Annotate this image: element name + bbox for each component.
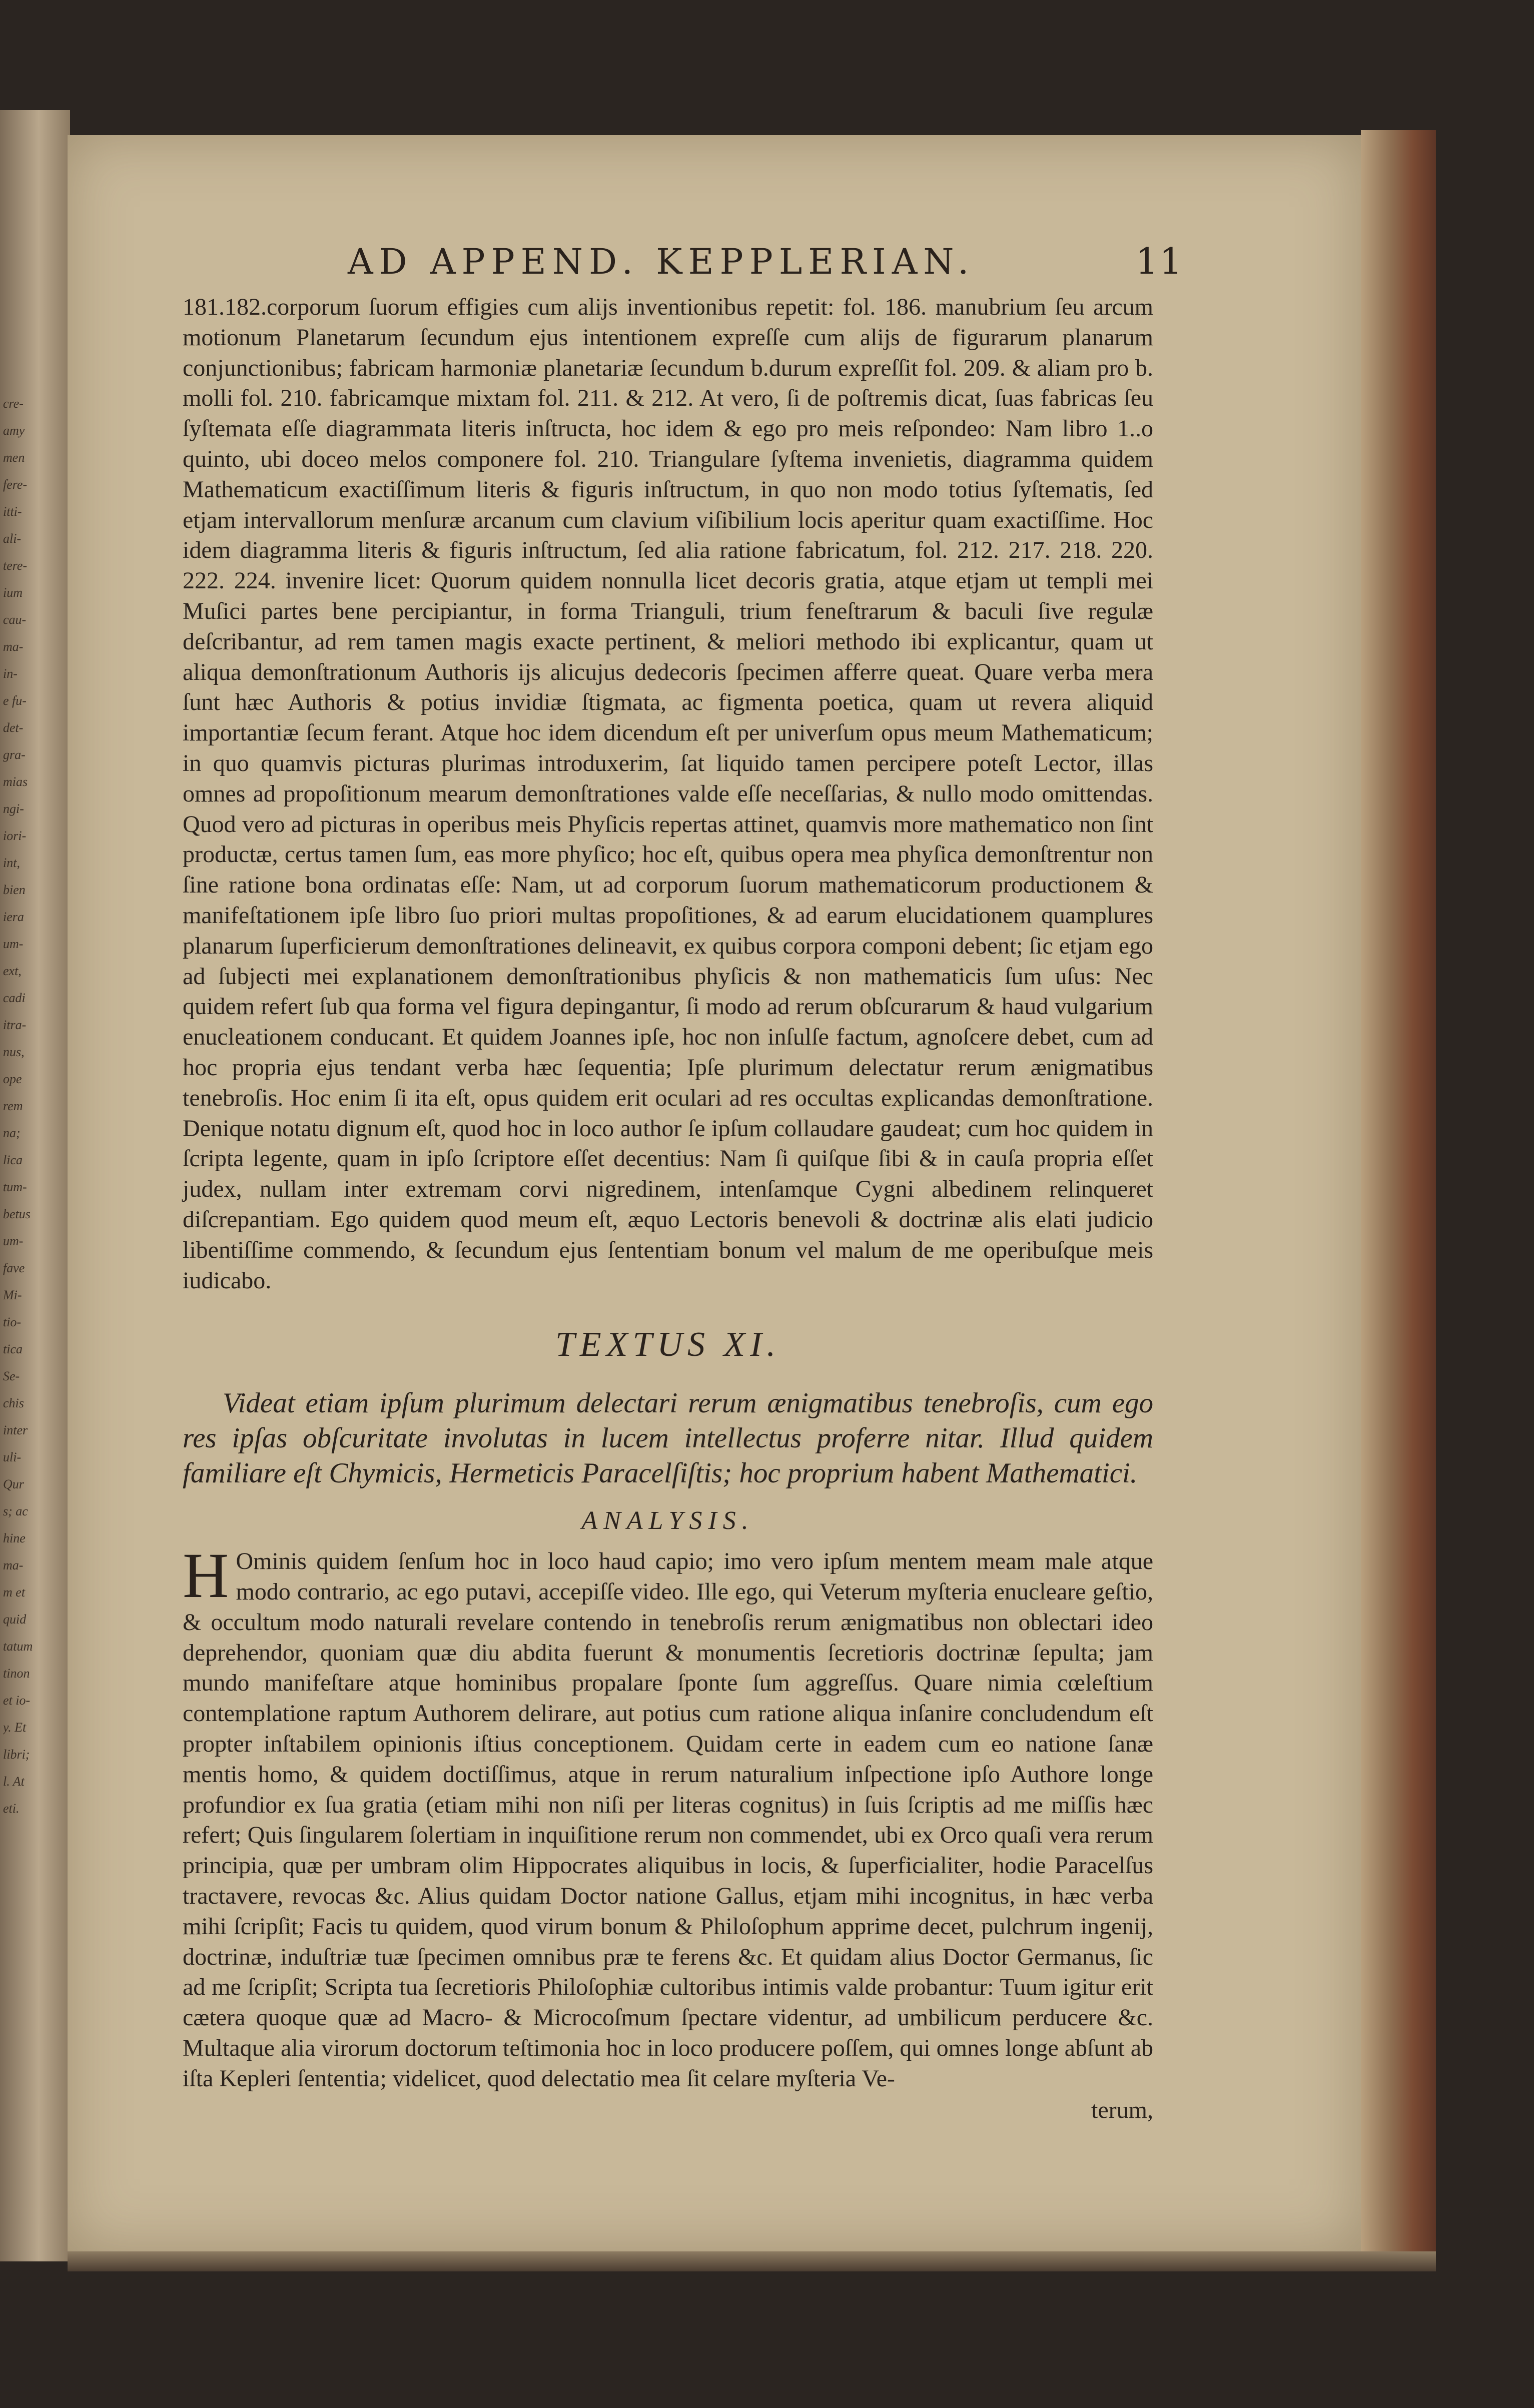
facing-page-fragment: det- [3, 720, 24, 735]
facing-page-fragment: m et [3, 1585, 26, 1599]
binding-edge [1361, 130, 1436, 2261]
facing-page-fragment: na; [3, 1126, 21, 1140]
facing-page-fragment: cre- [3, 396, 24, 411]
facing-page-fragment: int, [3, 856, 20, 870]
facing-page-fragment: ma- [3, 639, 24, 654]
facing-page-edge [0, 110, 70, 2261]
facing-page-fragment: uli- [3, 1450, 22, 1464]
facing-page-fragment: mias [3, 774, 28, 789]
facing-page-fragment: ngi- [3, 801, 24, 816]
catchword: terum, [1091, 2096, 1153, 2123]
page-content [183, 240, 1183, 2124]
facing-page-fragment: fere- [3, 477, 28, 492]
paragraph-1: 181.182.corporum ſuorum effigies cum alijs inventionibus repetit: fol. 186. manubrium ſeu arcum motionum Planetarum ſecundum ejus intentionem expreſſe cum alijs de figurarum planarum conjunctionibus; fabricam harmoniæ planetariæ ſecundum b.durum expreſſit fol. 209. & aliam pro b. molli fol. 210. fabricamque mixtam fol. 211. & 212. At vero, ſi de poſtremis dicat, ſuas fabricas ſeu ſyſtemata eſſe diagrammata literis inſtructa, hoc idem & ego pro meis reſpondeo: Nam libro 1..o quinto, ubi doceo melos componere fol. 210. Triangulare ſyſtema invenietis, diagramma quidem Mathematicum exactiſſimum literis & figuris inſtructum, in quo non modo totius ſyſtematis, ſed etjam intervallorum menſuræ arcanum cum clavium viſibilium locis aperitur quam exactiſſime. Hoc idem diagramma literis & figuris inſtructum, ſed alia ratione fabricatum, fol. 212. 217. 218. 220. 222. 224. invenire licet: Quorum quidem nonnulla licet decoris gratia, atque etjam ut templi mei Muſici partes bene percipiantur, in forma Trianguli, trium feneſtrarum & baculi ſive regulæ deſcribantur, ad rem tamen magis exacte pertinent, & meliori methodo ibi explicantur, quam ut aliqua demonſtrationum Authoris ijs alicujus dedecoris ſpecimen afferre queat. Quare verba mera ſunt hæc Authoris & potius invidiæ ſtigmata, ac figmenta poetica, quam ut revera aliquid importantiæ ſecum ferant. Atque hoc idem dicendum eſt per univerſum opus meum Mathematicum; in quo quamvis picturas plurimas introduxerim, ſat liquido tamen percipere poteſt Lector, illas omnes ad propoſitionum mearum demonſtrationes valde eſſe neceſſarias, & nullo modo omittendas. Quod vero ad picturas in operibus meis Phyſicis repertas attinet, quamvis more mathematico non ſint productæ, certus tamen ſum, eas more phyſico; hoc eſt, quibus opera mea phyſica demonſtrentur non ſine ratione bona ordinatas eſſe: Nam, ut ad corporum ſuorum mathematicorum productionem & manifeſtationem ipſe libro ſuo priori multas propoſitiones, & ad earum elucidationem quamplures planarum ſuperficierum demonſtrationes delineavit, ex quibus corpora componi debent; ſic etjam ego ad ſubjecti mei explanationem demonſtrationibus phyſicis & non mathematicis ſum uſus: Nec quidem refert ſub qua forma vel figura depingantur, ſi modo ad rerum obſcurarum & haud vulgarium enucleationem conducant. Et quidem Joannes ipſe, hoc non inſulſe factum, agnoſcere debet, cum ad hoc propria ejus tendant verba hæc ſequentia; Ipſe plurimum delectatur rerum ænigmatibus tenebroſis. Hoc enim ſi ita eſt, opus quidem erit oculari ad res occultas explicandas demonſtratione. Denique notatu dignum eſt, quod hoc in loco author ſe ipſum collaudare gaudeat; cum hoc quidem in ſcripta legente, quam in ipſo ſcriptore eſſet decentius: Nam ſi quiſque ſibi & in cauſa propria eſſet judex, nullam inter extremam corvi nigredinem, intenſamque Cygni albedinem relinqueret diſcrepantiam. Ego quidem quod meum eſt, æquo Lectoris benevoli & doctrinæ alis elati judicio libentiſſime commendo, & ſecundum ejus ſententiam bonum vel malum de me operibuſque meis iudicabo. [183, 294, 1153, 1294]
facing-page-fragment: inter [3, 1423, 28, 1437]
facing-page-fragment: ext, [3, 964, 22, 978]
facing-page-fragment: in- [3, 666, 18, 681]
facing-page-fragment: gra- [3, 747, 26, 762]
facing-page-fragment: y. Et [3, 1720, 27, 1735]
facing-page-fragment: iori- [3, 829, 27, 843]
facing-page-fragment: Qur [3, 1477, 24, 1491]
facing-page-fragment: nus, [3, 1045, 25, 1059]
facing-page-fragment: libri; [3, 1747, 30, 1762]
facing-page-fragment: chis [3, 1396, 24, 1410]
facing-page-fragment: itti- [3, 504, 22, 519]
facing-page-fragment: tatum [3, 1639, 33, 1654]
facing-page-fragment: Mi- [3, 1288, 22, 1302]
facing-page-fragment: ope [3, 1072, 22, 1086]
running-head [348, 240, 1348, 282]
facing-page-fragments [3, 390, 51, 1822]
facing-page-fragment: lica [3, 1153, 23, 1167]
facing-page-fragment: eti. [3, 1801, 20, 1816]
facing-page-fragment: Se- [3, 1369, 20, 1383]
facing-page-fragment: ma- [3, 1558, 24, 1572]
facing-page-fragment: tica [3, 1342, 23, 1356]
facing-page-fragment: quid [3, 1612, 27, 1627]
facing-page-fragment: cadi [3, 991, 26, 1005]
facing-page-fragment: et io- [3, 1693, 31, 1708]
facing-page-fragment: iera [3, 910, 24, 924]
facing-page-fragment: cau- [3, 612, 27, 627]
paragraph-2 [183, 1540, 1153, 2094]
facing-page-fragment: s; ac [3, 1504, 28, 1518]
facing-page-fragment: tere- [3, 558, 28, 573]
facing-page-fragment: ali- [3, 531, 22, 546]
facing-page-fragment: amy [3, 423, 25, 438]
paragraph-2-text: Ominis quidem ſenſum hoc in loco haud capio; imo vero ipſum mentem meam male atque modo contrario, ac ego putavi, accepiſſe video. Ille ego, qui Veterum myſteria enucleare geſtio, & occultum modo naturali revelare contendo in tenebroſis rerum ænigmatibus non oblectari ideo deprehendor, quoniam quæ diu abdita fuerunt & monumentis ſecretioris doctrinæ ſepulta; jam mundo manifeſtare atque hominibus propalare ſponte ſum aggreſſus. Quare nimia cœleſtium contemplatione raptum Authorem delirare, aut potius cum ratione aliqua inſanire concludendum eſt propter inſtabilem opinionis iſtius conceptionem. Quidam certe in eadem cum eo natione ſanæ mentis homo, & quidem doctiſſimus, atque in rerum naturalium inſpectione ipſo Authore longe profundior ex ſua gratia (etiam mihi non niſi per literas cognitus) in ſuis ſcriptis ad me miſſis hæc refert; Quis ſingularem ſolertiam in inquiſitione rerum non commendet, ubi ex Orco quaſi vera rerum principia, quæ per umbram olim Hippocrates aliquibus in locis, & ſuperficialiter, hodie Paracelſus tractavere, revocas &c. Alius quidam Doctor natione Gallus, etjam mihi incognitus, in hæc verba mihi ſcripſit; Facis tu quidem, quod virum bonum & Philoſophum apprime decet, pulchrum ingenij, doctrinæ, induſtriæ tuæ ſpecimen omnibus præ te ferens &c. Et quidam alius Doctor Germanus, ſic ad me ſcripſit; Scripta tua ſecretioris Philoſophiæ cultoribus intimis valde probantur: Tuum igitur erit cætera quoque quæ ad Macro- & Microcoſmum ſpectare videntur, ad umbilicum perducere &c. Multaque alia virorum doctorum teſtimonia hoc in loco producere poſſem, qui omnes longe abſunt ab iſta Kepleri ſententia; videlicet, quod delectatio mea ſit celare myſteria Ve- [183, 1548, 1153, 2092]
facing-page-fragment: bien [3, 883, 26, 897]
facing-page-fragment: hine [3, 1531, 26, 1545]
section-heading-textus: TEXTUS XI. [555, 1325, 781, 1364]
facing-page-fragment: um- [3, 1234, 24, 1248]
facing-page-fragment: men [3, 450, 25, 465]
facing-page-fragment: e fu- [3, 693, 27, 708]
section-heading-analysis: ANALYSIS. [581, 1506, 754, 1535]
facing-page-fragment: tum- [3, 1180, 27, 1194]
facing-page-fragment: fave [3, 1261, 25, 1275]
facing-page-fragment: tio- [3, 1315, 22, 1329]
running-head-title: AD APPEND. KEPPLERIAN. [348, 241, 975, 282]
quoted-text: Videat etiam ipſum plurimum delectari rerum ænigmatibus tenebroſis, cum ego res ipſas obſcuritate involutas in lucem intellectus proferre nitar. Illud quidem familiare eſt Chymicis, Hermeticis Paracelſiſtis; hoc proprium habent Mathematici. [183, 1387, 1153, 1489]
facing-page-fragment: l. At [3, 1774, 25, 1789]
facing-page-fragment: tinon [3, 1666, 30, 1681]
facing-page-fragment: ium [3, 585, 23, 600]
drop-cap: H [183, 1540, 229, 1612]
facing-page-fragment: rem [3, 1099, 23, 1113]
facing-page-fragment: um- [3, 937, 24, 951]
facing-page-fragment: itra- [3, 1018, 27, 1032]
facing-page-fragment: betus [3, 1207, 31, 1221]
page-number: 11 [1135, 240, 1183, 282]
page-bottom-edge [68, 2251, 1436, 2271]
